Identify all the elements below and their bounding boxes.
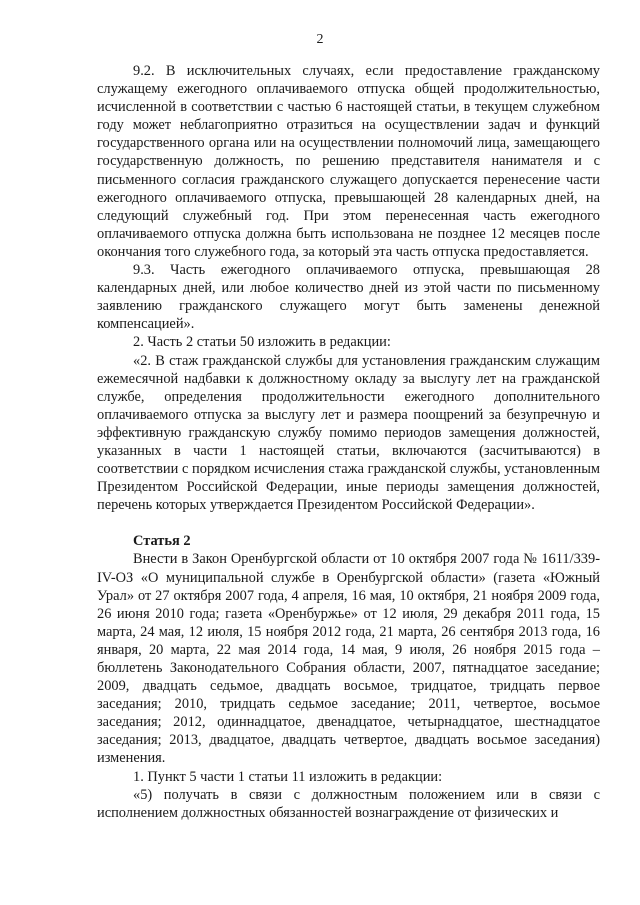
paragraph-article-50-part-2: «2. В стаж гражданской службы для установления гражданским служащим ежемесячной надбавки к должностному окладу за выслугу лет на гражданской службе, определения продолжительности ежегодного дополнительного оплачиваемого отпуска за выслугу лет и размера поощрений за безупречную и эффективную гражданскую службу помимо периодов замещения должностей, указанных в части 1 настоящей статьи, включаются (засчитываются) в соответствии с порядком исчисления стажа гражданской службы, установленным Президентом Российской Федерации, иные периоды замещения должностей, перечень которых утверждается Президентом Российской Федерации». bbox=[97, 352, 600, 514]
paragraph-amend-article-11: 1. Пункт 5 части 1 статьи 11 изложить в редакции: bbox=[133, 768, 443, 785]
paragraph-item-5: «5) получать в связи с должностным положением или в связи с исполнением должностных обязанностей вознаграждение от физических и bbox=[97, 786, 600, 821]
paragraph-amend-article-50: 2. Часть 2 статьи 50 изложить в редакции: bbox=[133, 334, 391, 351]
page-number: 2 bbox=[316, 32, 324, 47]
paragraph-9-2: 9.2. В исключительных случаях, если предоставление гражданскому служащему ежегодного оплачиваемого отпуска общей продолжительностью, исчисленной в соответствии с частью 6 настоящей статьи, в текущем служебном году может неблагоприятно отразиться на осуществлении задач и функций государственного органа или на осуществлении полномочий лица, замещающего государственную должность, по решению представителя нанимателя и с письменного согласия гражданского служащего допускается перенесение части ежегодного оплачиваемого отпуска, превышающей 28 календарных дней, на следующий служебный год. При этом перенесенная часть ежегодного оплачиваемого отпуска должна быть использована не позднее 12 месяцев после окончания того служебного года, за который эта часть отпуска предоставляется. bbox=[97, 63, 600, 260]
article-heading: Статья 2 bbox=[133, 533, 191, 550]
document-body bbox=[97, 62, 600, 822]
paragraph-9-3: 9.3. Часть ежегодного оплачиваемого отпуска, превышающая 28 календарных дней, или любое количество дней из этой части по письменному заявлению гражданского служащего могут быть заменены денежной компенсацией». bbox=[97, 262, 600, 333]
paragraph-amend-law: Внести в Закон Оренбургской области от 10 октября 2007 года № 1611/339-IV-ОЗ «О муниципальной службе в Оренбургской области» (газета «Южный Урал» от 27 октября 2007 года, 4 апреля, 16 мая, 10 октября, 21 ноября 2009 года, 26 июня 2010 года; газета «Оренбуржье» от 12 июля, 29 декабря 2011 года, 15 марта, 24 мая, 12 июля, 15 ноября 2012 года, 21 марта, 26 сентября 2013 года, 16 января, 20 марта, 22 мая 2014 года, 14 мая, 9 июля, 26 ноября 2015 года – бюллетень Законодательного Собрания области, 2007, пятнадцатое заседание; 2009, двадцать седьмое, двадцать восьмое, тридцатое, тридцать первое заседания; 2010, тридцать седьмое заседание; 2011, четвертое, восьмое заседания; 2012, одиннадцатое, двенадцатое, четырнадцатое, шестнадцатое заседания; 2013, двадцатое, двадцать четвертое, двадцать восьмое заседания) изменения. bbox=[97, 551, 600, 767]
